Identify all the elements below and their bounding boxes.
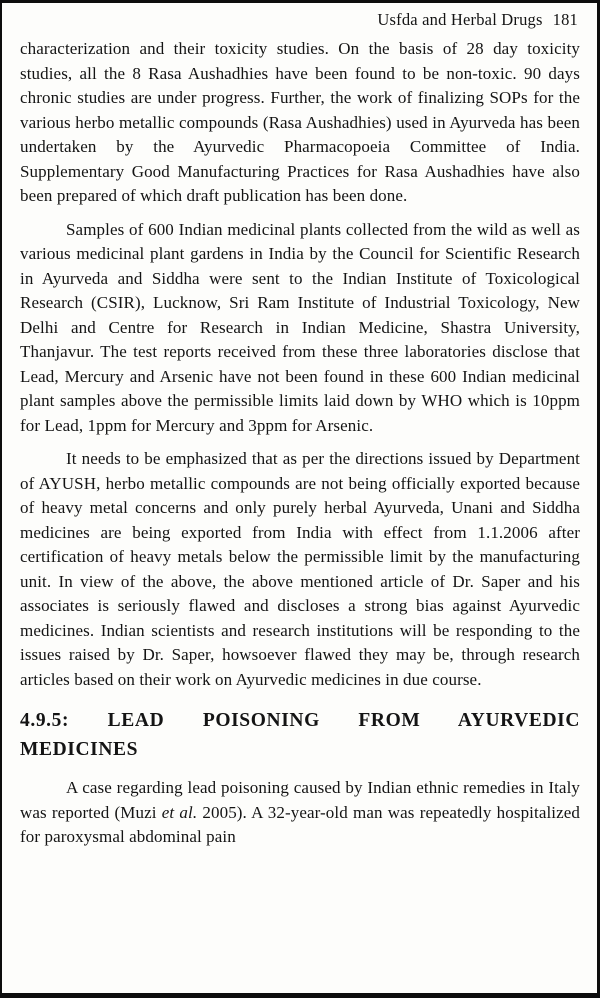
paragraph-samples: Samples of 600 Indian medicinal plants collected from the wild as well as various medicinal plant gardens in India by the Council for Scientific Research in Ayurveda and Siddha were sent to the Indian Institute of Toxicological Research (CSIR), Lucknow, Sri Ram Institute of Industrial Toxicology, New Delhi and Centre for Research in Indian Medicine, Shastra University, Thanjavur. The test reports received from these three laboratories disclose that Lead, Mercury and Arsenic have not been found in these 600 Indian medicinal plant samples above the permissible limits laid down by WHO which is 10ppm for Lead, 1ppm for Mercury and 3ppm for Arsenic. [20, 219, 580, 435]
page-body [20, 37, 580, 850]
lead-case-et-al: et al. [161, 802, 198, 822]
lead-case-text-pre: A case regarding lead poisoning caused by Indian ethnic remedies in Italy was reported (Muzi [20, 778, 580, 822]
paragraph-continuation: characterization and their toxicity studies. On the basis of 28 day toxicity studies, all the 8 Rasa Aushadhies have been found to be non-toxic. 90 days chronic studies are under progress. Further, the work of finalizing SOPs for the various herbo metallic compounds (Rasa Aushadhies) used in Ayurveda has been undertaken by the Ayurvedic Pharmacopoeia Committee of India. Supplementary Good Manufacturing Practices for Rasa Aushadhies have also been prepared of which draft publication has been done. [20, 39, 580, 205]
page-header [20, 9, 580, 31]
paragraph-ayush: It needs to be emphasized that as per the directions issued by Department of AYUSH, herbo metallic compounds are not being officially exported because of heavy metal concerns and only purely herbal Ayurveda, Unani and Siddha medicines are being exported from India with effect from 1.1.2006 after certification of heavy metals below the permissible limit by the manufacturing unit. In view of the above, the above mentioned article of Dr. Saper and his associates is seriously flawed and discloses a strong bias against Ayurvedic medicines. Indian scientists and research institutions will be responding to the issues raised by Dr. Saper, howsoever flawed they may be, through research articles based on their work on Ayurvedic medicines in due course. [20, 449, 580, 689]
paragraph-lead-case [20, 776, 580, 850]
section-heading-line1: 4.9.5: LEAD POISONING FROM AYURVEDIC [20, 710, 580, 731]
section-heading-line2: MEDICINES [20, 739, 139, 760]
page-number: 181 [552, 10, 578, 29]
section-heading [20, 706, 580, 764]
lead-case-text-post: 2005). A 32-year-old man was repeatedly hospitalized for paroxysmal abdominal pain [20, 802, 581, 846]
running-head-title: Usfda and Herbal Drugs [377, 10, 543, 29]
